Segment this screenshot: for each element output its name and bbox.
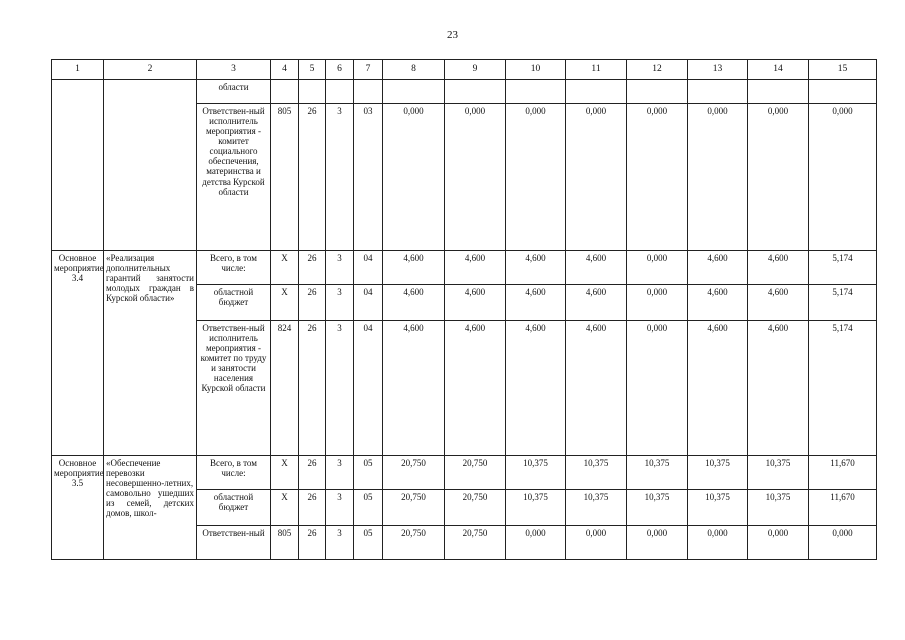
table-cell: 4,600 [383, 251, 445, 285]
table-cell: 10,375 [688, 490, 748, 526]
table-cell: 10,375 [506, 490, 566, 526]
table-cell: 3 [326, 251, 354, 285]
table-cell: 04 [354, 285, 383, 321]
table-cell: 4,600 [506, 251, 566, 285]
table-cell: 26 [299, 285, 326, 321]
table-row [52, 80, 877, 104]
table-cell: областной бюджет [197, 285, 271, 321]
table-cell: 0,000 [748, 526, 809, 560]
table-cell: 4,600 [445, 251, 506, 285]
table-cell: 4,600 [383, 285, 445, 321]
table-cell: 05 [354, 526, 383, 560]
table-cell: 10,375 [566, 456, 627, 490]
table-cell: 3 [326, 321, 354, 456]
table-cell: 3 [326, 526, 354, 560]
header-cell: 14 [748, 60, 809, 80]
table-cell: 05 [354, 456, 383, 490]
table-cell: 4,600 [566, 251, 627, 285]
table-cell: 4,600 [506, 321, 566, 456]
table-row [52, 251, 877, 285]
table-cell: Ответствен-ный [197, 526, 271, 560]
header-cell: 11 [566, 60, 627, 80]
table-cell: 04 [354, 321, 383, 456]
table-cell: 0,000 [627, 104, 688, 251]
table-cell: области [197, 80, 271, 104]
table-cell: 805 [271, 526, 299, 560]
table-cell: 0,000 [748, 104, 809, 251]
table-cell: 26 [299, 490, 326, 526]
table-cell: 3 [326, 285, 354, 321]
table-cell: 05 [354, 490, 383, 526]
table-cell: 0,000 [809, 104, 877, 251]
header-cell: 7 [354, 60, 383, 80]
table-cell: 03 [354, 104, 383, 251]
table-cell: областной бюджет [197, 490, 271, 526]
table-cell: 26 [299, 321, 326, 456]
table-cell: 26 [299, 104, 326, 251]
table-cell: 20,750 [383, 456, 445, 490]
table-cell: 4,600 [506, 285, 566, 321]
table-cell: 20,750 [445, 526, 506, 560]
table-cell: 0,000 [627, 321, 688, 456]
table-cell: 805 [271, 104, 299, 251]
table-cell: 0,000 [445, 104, 506, 251]
header-cell: 4 [271, 60, 299, 80]
table-cell: 20,750 [445, 456, 506, 490]
page-number: 23 [447, 29, 458, 41]
table-cell: 3 [326, 490, 354, 526]
table-cell: 10,375 [627, 490, 688, 526]
table-cell: 20,750 [383, 526, 445, 560]
table-cell: 4,600 [748, 321, 809, 456]
table-cell: 0,000 [566, 526, 627, 560]
header-cell: 15 [809, 60, 877, 80]
table-cell: 824 [271, 321, 299, 456]
measure-title: «Реализация дополнительных гарантий занятости молодых граждан в Курской области» [104, 251, 197, 456]
table-cell: 10,375 [748, 490, 809, 526]
table-cell: 0,000 [506, 526, 566, 560]
table-row [52, 456, 877, 490]
table-cell: 5,174 [809, 251, 877, 285]
header-cell: 6 [326, 60, 354, 80]
table-cell: 4,600 [688, 285, 748, 321]
table-cell: 10,375 [748, 456, 809, 490]
table-cell: 4,600 [383, 321, 445, 456]
table-cell: 4,600 [445, 321, 506, 456]
measure-label: Основное мероприятие 3.4 [52, 251, 104, 456]
table-cell: 10,375 [688, 456, 748, 490]
table-cell: 5,174 [809, 321, 877, 456]
measure-title: «Обеспечение перевозки несовершенно-летних, самовольно ушедших из семей, детских домов, школ- [104, 456, 197, 560]
table-cell: 0,000 [627, 526, 688, 560]
table-cell: 0,000 [627, 251, 688, 285]
table-cell: 10,375 [506, 456, 566, 490]
table-cell: Ответствен-ный исполнитель мероприятия - комитет по труду и занятости населения Курской области [197, 321, 271, 456]
header-cell: 3 [197, 60, 271, 80]
table-cell: 26 [299, 526, 326, 560]
table-cell: Всего, в том числе: [197, 251, 271, 285]
table-cell: 4,600 [688, 321, 748, 456]
table-cell: 11,670 [809, 490, 877, 526]
table-cell: 0,000 [566, 104, 627, 251]
header-cell: 2 [104, 60, 197, 80]
table-cell: 20,750 [445, 490, 506, 526]
table-cell: 10,375 [627, 456, 688, 490]
table-cell: 4,600 [566, 285, 627, 321]
table-cell: 26 [299, 251, 326, 285]
header-cell: 1 [52, 60, 104, 80]
table-cell: 0,000 [688, 526, 748, 560]
table-cell: 0,000 [383, 104, 445, 251]
table-cell: 26 [299, 456, 326, 490]
table-cell: Х [271, 251, 299, 285]
table-cell: 20,750 [383, 490, 445, 526]
measure-label: Основное мероприятие 3.5 [52, 456, 104, 560]
table-cell: Всего, в том числе: [197, 456, 271, 490]
header-cell: 8 [383, 60, 445, 80]
budget-table [51, 59, 877, 560]
table-header-row [52, 60, 877, 80]
table-cell: 5,174 [809, 285, 877, 321]
table-cell: 0,000 [627, 285, 688, 321]
header-cell: 12 [627, 60, 688, 80]
table-cell [52, 80, 104, 251]
table-cell: 0,000 [809, 526, 877, 560]
table-cell: 4,600 [748, 285, 809, 321]
table-cell [104, 80, 197, 251]
table-cell: Ответствен-ный исполнитель мероприятия - комитет социального обеспечения, материнства и детства Курской области [197, 104, 271, 251]
table-cell: Х [271, 285, 299, 321]
table-cell: Х [271, 490, 299, 526]
header-cell: 10 [506, 60, 566, 80]
header-cell: 9 [445, 60, 506, 80]
table-cell: Х [271, 456, 299, 490]
header-cell: 13 [688, 60, 748, 80]
table-cell: 11,670 [809, 456, 877, 490]
table-cell: 3 [326, 456, 354, 490]
table-cell: 10,375 [566, 490, 627, 526]
table-cell: 0,000 [506, 104, 566, 251]
table-cell: 0,000 [688, 104, 748, 251]
table-cell: 04 [354, 251, 383, 285]
table-cell: 4,600 [445, 285, 506, 321]
table-cell: 4,600 [566, 321, 627, 456]
table-cell: 3 [326, 104, 354, 251]
header-cell: 5 [299, 60, 326, 80]
table-cell: 4,600 [748, 251, 809, 285]
table-cell: 4,600 [688, 251, 748, 285]
